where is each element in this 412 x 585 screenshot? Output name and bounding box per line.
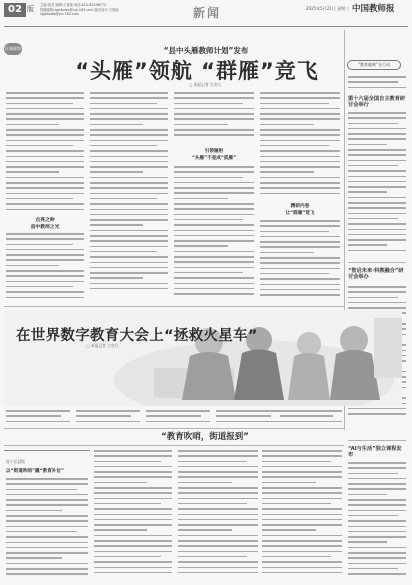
subhead-2: 引领辐射 “头雁”不是成“孤雁” — [191, 149, 237, 161]
body-text-column — [348, 462, 406, 580]
section-divider — [4, 306, 344, 307]
body-text-column — [260, 220, 340, 303]
feature-byline: □ 本报记者 方奕凡 — [188, 82, 222, 87]
feature-kicker: “县中头雁教师计划”发布 — [163, 46, 249, 55]
body-text-column — [76, 410, 140, 428]
box-rule — [4, 450, 90, 451]
issue-date: 2025年5月21日 星期三 — [306, 6, 350, 11]
body-text-column — [260, 92, 340, 202]
body-text-column — [280, 410, 342, 428]
right-divider — [348, 262, 406, 263]
band-top-rule — [4, 428, 344, 429]
page-header — [0, 0, 412, 28]
editor-credits — [40, 3, 150, 17]
bottom-box-headline: 以“街道吹哨”撬“教育补位” — [6, 469, 65, 474]
header-rule — [4, 26, 408, 27]
body-text-column — [6, 478, 88, 582]
page-number: 02 — [4, 3, 26, 17]
right-column-tab: “教育偏离”在行动 — [347, 60, 401, 70]
body-text-column — [174, 92, 254, 142]
editor-line: 投稿邮箱:zgjsbxwb@vip.163.com 版式设计:王春琼 zgjsbxwb@vip.163.com — [40, 7, 119, 17]
subhead-1: 点亮之种 县中教师之光 — [30, 218, 60, 230]
body-text-column — [6, 92, 84, 214]
feature-headline: “头雁”领航 “群雁”竞飞 — [75, 59, 319, 83]
body-text-column — [216, 410, 280, 428]
body-text-column — [90, 92, 168, 303]
right-item-1-headline: 第十六届全国自主教育研讨会举行 — [348, 96, 406, 109]
right-item-2-headline: “智启未来·科教融合”研讨会举办 — [348, 268, 404, 281]
body-text-column — [348, 112, 406, 262]
photo-story-headline: 在世界数字教育大会上“拯救火星车” — [16, 328, 258, 344]
masthead-logo: 中国教师报 — [352, 4, 395, 14]
body-text-column — [178, 450, 258, 582]
subhead-3: 精研内卷 让“群雁”竞飞 — [285, 204, 315, 216]
bottom-feature-title: “教育吹哨，街道报到” — [161, 432, 249, 442]
body-text-column — [174, 166, 254, 303]
body-text-column — [6, 410, 70, 428]
editor-line: 主编:周亮 编辑:王春琼 电话:010-82296774 — [40, 3, 106, 7]
bottom-box-label: 首个区县级 — [6, 459, 25, 464]
right-item-3-headline: “AI与生活”独立课程发布 — [348, 446, 402, 459]
page-number-suffix: 版 — [27, 5, 34, 13]
body-text-column — [146, 410, 210, 428]
section-title: 新闻 — [192, 6, 221, 20]
band-bottom-rule — [4, 445, 344, 446]
body-text-column — [348, 76, 406, 94]
body-text-column — [6, 233, 84, 303]
body-text-column — [262, 450, 342, 582]
body-text-column — [94, 450, 172, 582]
column-badge: 区域观察 — [4, 43, 22, 55]
photo-story-byline: □ 本报记者 方奕凡 — [86, 343, 119, 348]
right-divider — [348, 440, 406, 441]
